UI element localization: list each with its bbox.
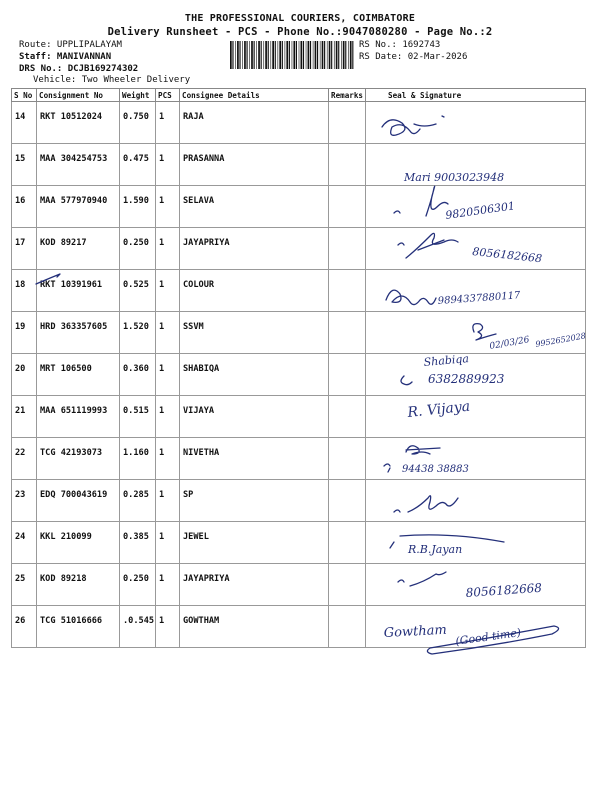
col-signature: Seal & Signature (366, 89, 586, 102)
cell-sno: 25 (12, 564, 37, 606)
cell-consignment: RKT 10391961 (37, 270, 120, 312)
table-row (12, 312, 586, 354)
cell-sno: 20 (12, 354, 37, 396)
cell-consignee: SP (180, 480, 329, 522)
cell-sno: 19 (12, 312, 37, 354)
cell-consignment: HRD 363357605 (37, 312, 120, 354)
cell-remarks (329, 564, 366, 606)
vehicle-label: Vehicle: Two Wheeler Delivery (33, 75, 191, 85)
barcode-image (229, 41, 356, 69)
cell-consignment: KOD 89218 (37, 564, 120, 606)
cell-sno: 21 (12, 396, 37, 438)
col-sno: S No (12, 89, 37, 102)
handwriting-20a: Shabiqa (423, 352, 470, 369)
cell-remarks (329, 312, 366, 354)
handwriting-18: 9894337880117 (437, 290, 521, 307)
handwriting-21: R. Vijaya (406, 398, 471, 421)
handwriting-17: 8056182668 (471, 245, 543, 266)
cell-weight: 0.360 (120, 354, 156, 396)
cell-sno: 15 (12, 144, 37, 186)
cell-signature (366, 144, 586, 186)
cell-signature (366, 480, 586, 522)
cell-consignee: JAYAPRIYA (180, 564, 329, 606)
cell-weight: 0.250 (120, 564, 156, 606)
cell-pcs: 1 (156, 396, 180, 438)
cell-signature (366, 186, 586, 228)
cell-consignee: GOWTHAM (180, 606, 329, 648)
cell-pcs: 1 (156, 270, 180, 312)
table-row (12, 270, 586, 312)
cell-signature (366, 522, 586, 564)
table-row (12, 186, 586, 228)
cell-consignee: RAJA (180, 102, 329, 144)
cell-consignment: RKT 10512024 (37, 102, 120, 144)
cell-signature (366, 396, 586, 438)
cell-weight: 1.590 (120, 186, 156, 228)
table-row (12, 438, 586, 480)
cell-consignee: COLOUR (180, 270, 329, 312)
col-pcs: PCS (156, 89, 180, 102)
cell-consignment: MRT 106500 (37, 354, 120, 396)
cell-sno: 26 (12, 606, 37, 648)
cell-consignment: TCG 51016666 (37, 606, 120, 648)
cell-remarks (329, 522, 366, 564)
cell-remarks (329, 438, 366, 480)
cell-weight: 1.160 (120, 438, 156, 480)
cell-sno: 23 (12, 480, 37, 522)
drs-number: DRS No.: DCJB169274302 (19, 64, 139, 74)
cell-signature (366, 102, 586, 144)
table-row (12, 480, 586, 522)
staff-label: Staff: MANIVANNAN (19, 52, 112, 62)
cell-consignment: EDQ 700043619 (37, 480, 120, 522)
cell-consignment: MAA 577970940 (37, 186, 120, 228)
cell-remarks (329, 606, 366, 648)
cell-sno: 22 (12, 438, 37, 480)
col-consignment: Consignment No (37, 89, 120, 102)
handwriting-20b: 6382889923 (428, 372, 505, 386)
cell-sno: 24 (12, 522, 37, 564)
cell-consignment: TCG 42193073 (37, 438, 120, 480)
cell-signature (366, 270, 586, 312)
cell-weight: 1.520 (120, 312, 156, 354)
table-row (12, 606, 586, 648)
cell-pcs: 1 (156, 312, 180, 354)
table-row (12, 354, 586, 396)
table-header-row (12, 89, 586, 102)
cell-signature (366, 228, 586, 270)
cell-sno: 17 (12, 228, 37, 270)
handwriting-15: Mari 9003023948 (404, 171, 505, 184)
cell-remarks (329, 228, 366, 270)
cell-pcs: 1 (156, 228, 180, 270)
cell-pcs: 1 (156, 144, 180, 186)
cell-remarks (329, 270, 366, 312)
table-row (12, 144, 586, 186)
cell-weight: 0.250 (120, 228, 156, 270)
handwriting-19b: 9952652028 (534, 331, 587, 349)
handwriting-19: 02/03/26 (488, 335, 531, 352)
table-row (12, 522, 586, 564)
cell-signature (366, 354, 586, 396)
cell-sno: 16 (12, 186, 37, 228)
cell-consignment: MAA 651119993 (37, 396, 120, 438)
cell-consignee: NIVETHA (180, 438, 329, 480)
cell-pcs: 1 (156, 354, 180, 396)
handwriting-25: 8056182668 (465, 580, 543, 600)
cell-signature (366, 438, 586, 480)
cell-remarks (329, 102, 366, 144)
cell-consignee: SHABIQA (180, 354, 329, 396)
handwriting-26: Gowtham (383, 622, 448, 641)
handwriting-22: 94438 38883 (402, 464, 469, 475)
cell-pcs: 1 (156, 186, 180, 228)
handwriting-26b: (Good time) (454, 625, 522, 648)
rs-date: RS Date: 02-Mar-2026 (359, 52, 468, 62)
handwriting-24: R.B.Jayan (408, 543, 463, 556)
col-remarks: Remarks (329, 89, 366, 102)
cell-weight: 0.285 (120, 480, 156, 522)
cell-consignment: MAA 304254753 (37, 144, 120, 186)
cell-weight: 0.750 (120, 102, 156, 144)
handwriting-16: 9820506301 (444, 199, 516, 222)
cell-weight: .0.545 (120, 606, 156, 648)
cell-remarks (329, 396, 366, 438)
col-consignee: Consignee Details (180, 89, 329, 102)
col-weight: Weight (120, 89, 156, 102)
cell-signature (366, 312, 586, 354)
cell-weight: 0.475 (120, 144, 156, 186)
cell-pcs: 1 (156, 522, 180, 564)
table-row (12, 396, 586, 438)
cell-sno: 18 (12, 270, 37, 312)
rs-number: RS No.: 1692743 (359, 40, 441, 50)
cell-pcs: 1 (156, 564, 180, 606)
cell-weight: 0.525 (120, 270, 156, 312)
table-row (12, 564, 586, 606)
cell-remarks (329, 186, 366, 228)
cell-weight: 0.385 (120, 522, 156, 564)
cell-signature (366, 606, 586, 648)
cell-consignee: JAYAPRIYA (180, 228, 329, 270)
cell-consignee: SSVM (180, 312, 329, 354)
cell-pcs: 1 (156, 438, 180, 480)
cell-signature (366, 564, 586, 606)
cell-pcs: 1 (156, 606, 180, 648)
table-row (12, 228, 586, 270)
company-title: THE PROFESSIONAL COURIERS, COIMBATORE (184, 13, 416, 24)
cell-pcs: 1 (156, 480, 180, 522)
cell-consignee: PRASANNA (180, 144, 329, 186)
delivery-table (11, 88, 586, 648)
cell-remarks (329, 354, 366, 396)
cell-remarks (329, 480, 366, 522)
runsheet-subtitle: Delivery Runsheet - PCS - Phone No.:9047080280 - Page No.:2 (107, 26, 493, 38)
route-label: Route: UPPLIPALAYAM (19, 40, 122, 50)
cell-consignee: JEWEL (180, 522, 329, 564)
cell-weight: 0.515 (120, 396, 156, 438)
cell-consignee: SELAVA (180, 186, 329, 228)
cell-sno: 14 (12, 102, 37, 144)
table-row (12, 102, 586, 144)
cell-pcs: 1 (156, 102, 180, 144)
cell-consignee: VIJAYA (180, 396, 329, 438)
cell-remarks (329, 144, 366, 186)
cell-consignment: KKL 210099 (37, 522, 120, 564)
cell-consignment: KOD 89217 (37, 228, 120, 270)
